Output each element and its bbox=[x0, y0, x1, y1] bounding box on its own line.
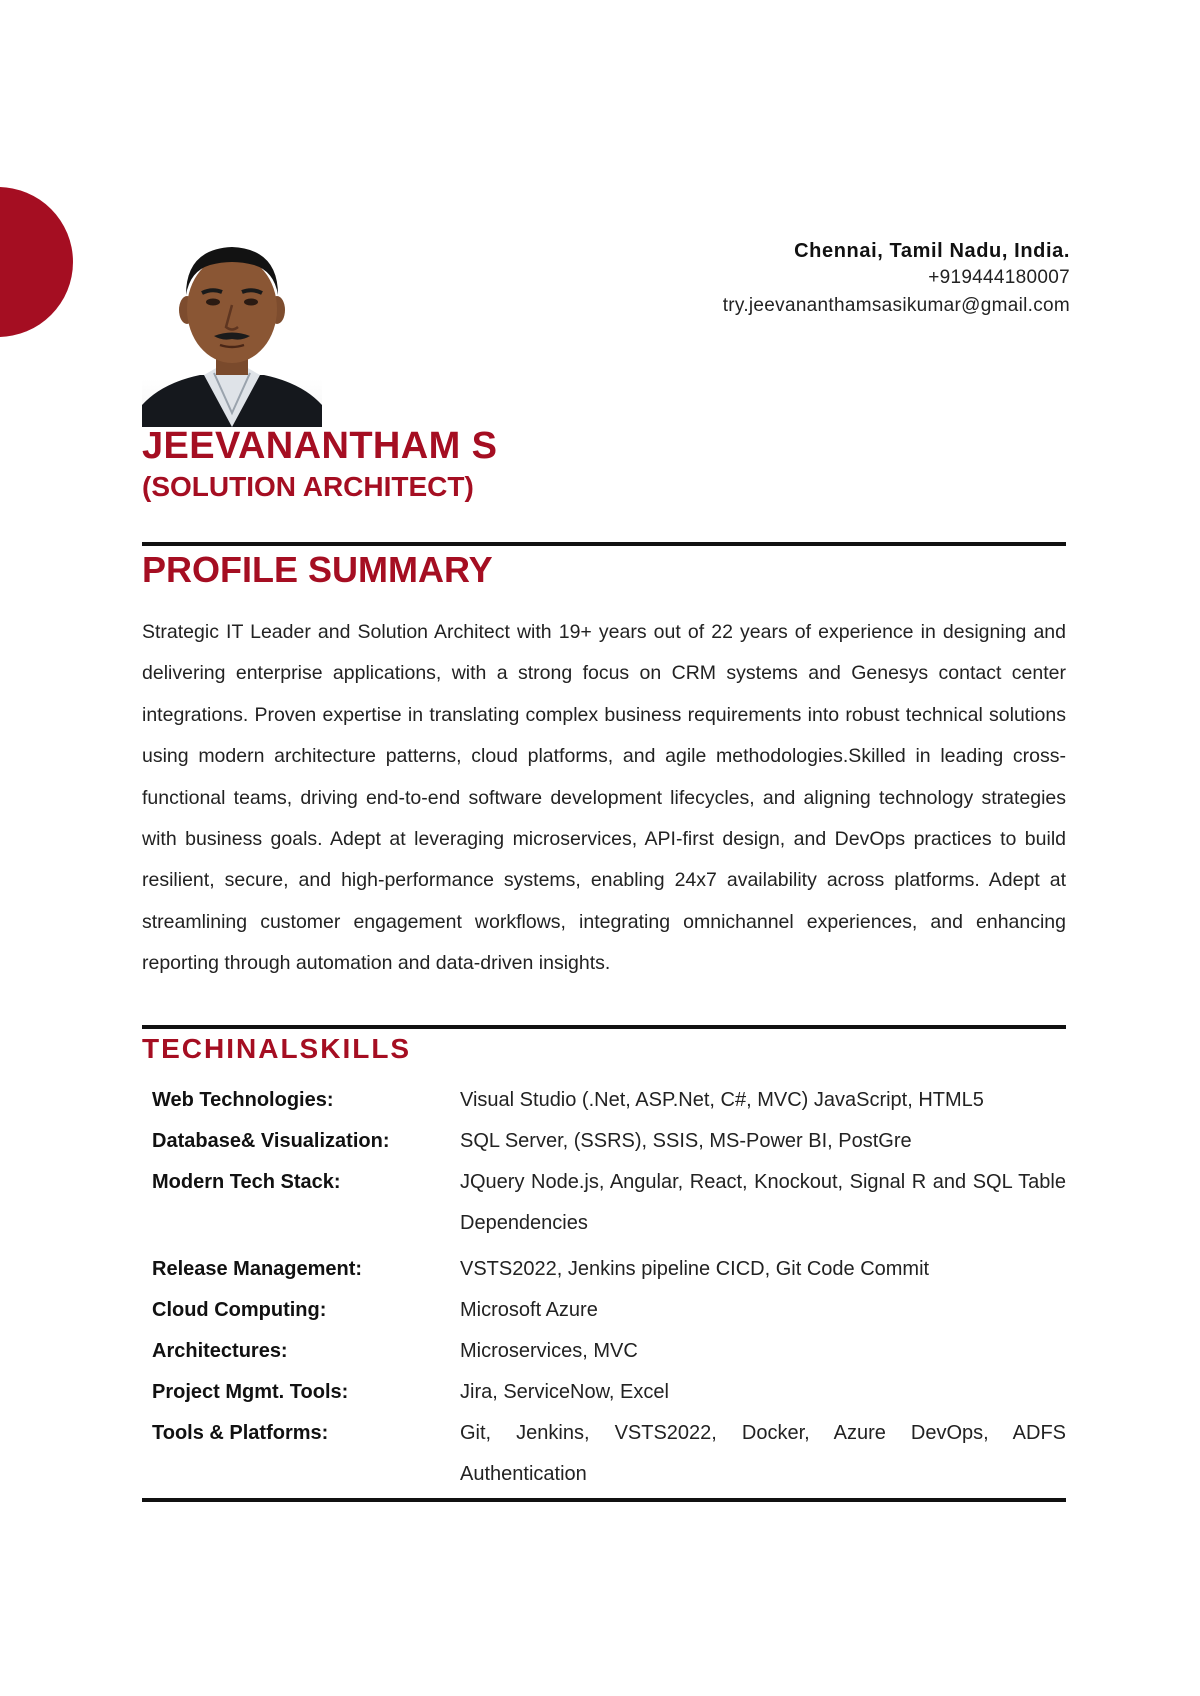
skill-label: Tools & Platforms: bbox=[152, 1422, 329, 1444]
skill-label: Web Technologies: bbox=[152, 1089, 334, 1111]
contact-block bbox=[723, 238, 1070, 320]
skill-row bbox=[152, 1331, 1066, 1372]
technical-skills-heading: TECHINALSKILLS bbox=[142, 1033, 412, 1064]
skill-value: Microservices, MVC bbox=[460, 1340, 638, 1362]
skill-row bbox=[152, 1121, 1066, 1162]
skill-value: Microsoft Azure bbox=[460, 1299, 598, 1321]
skill-label: Database& Visualization: bbox=[152, 1130, 390, 1152]
profile-photo bbox=[142, 235, 322, 427]
skill-value: Visual Studio (.Net, ASP.Net, C#, MVC) JavaScript, HTML5 bbox=[460, 1089, 984, 1111]
skill-label: Release Management: bbox=[152, 1258, 363, 1280]
skill-row bbox=[152, 1290, 1066, 1331]
contact-phone: +919444180007 bbox=[928, 267, 1070, 288]
profile-summary-heading: PROFILE SUMMARY bbox=[142, 549, 493, 590]
profile-summary-text: Strategic IT Leader and Solution Architect with 19+ years out of 22 years of experience in designing and delivering enterprise applications, with a strong focus on CRM systems and Genesys contact center integrations. Proven expertise in translating complex business requirements into robust technical solutions using modern architecture patterns, cloud platforms, and agile methodologies.Skilled in leading cross-functional teams, driving end-to-end software development lifecycles, and aligning technology strategies with business goals. Adept at leveraging microservices, API-first design, and DevOps practices to build resilient, secure, and high-performance systems, enabling 24x7 availability across platforms. Adept at streamlining customer engagement workflows, integrating omnichannel experiences, and enhancing reporting through automation and data-driven insights. bbox=[142, 621, 1066, 975]
section-divider bbox=[142, 1025, 1066, 1029]
skill-value: SQL Server, (SSRS), SSIS, MS-Power BI, PostGre bbox=[460, 1130, 912, 1152]
candidate-name: JEEVANANTHAM S bbox=[142, 425, 498, 467]
candidate-role: (SOLUTION ARCHITECT) bbox=[142, 471, 474, 502]
skill-row bbox=[152, 1080, 1066, 1121]
section-divider bbox=[142, 1498, 1066, 1502]
skill-row bbox=[152, 1162, 1066, 1249]
skill-value: Git, Jenkins, VSTS2022, Docker, Azure DevOps, ADFS Authentication bbox=[460, 1422, 1066, 1485]
skill-label: Project Mgmt. Tools: bbox=[152, 1381, 349, 1403]
skill-label: Cloud Computing: bbox=[152, 1299, 327, 1321]
skill-row bbox=[152, 1249, 1066, 1290]
technical-skills-table bbox=[152, 1080, 1066, 1495]
skill-value: VSTS2022, Jenkins pipeline CICD, Git Code Commit bbox=[460, 1258, 930, 1280]
skill-row bbox=[152, 1413, 1066, 1495]
person-portrait-image bbox=[142, 235, 322, 427]
skill-row bbox=[152, 1372, 1066, 1413]
decorative-red-semicircle bbox=[0, 187, 73, 337]
contact-location: Chennai, Tamil Nadu, India. bbox=[794, 240, 1070, 262]
section-divider bbox=[142, 542, 1066, 546]
skill-value: JQuery Node.js, Angular, React, Knockout, Signal R and SQL Table Dependencies bbox=[460, 1171, 1066, 1234]
skill-label: Architectures: bbox=[152, 1340, 288, 1362]
skill-value: Jira, ServiceNow, Excel bbox=[460, 1381, 669, 1403]
skill-label: Modern Tech Stack: bbox=[152, 1171, 341, 1193]
contact-email: try.jeevananthamsasikumar@gmail.com bbox=[722, 295, 1070, 316]
